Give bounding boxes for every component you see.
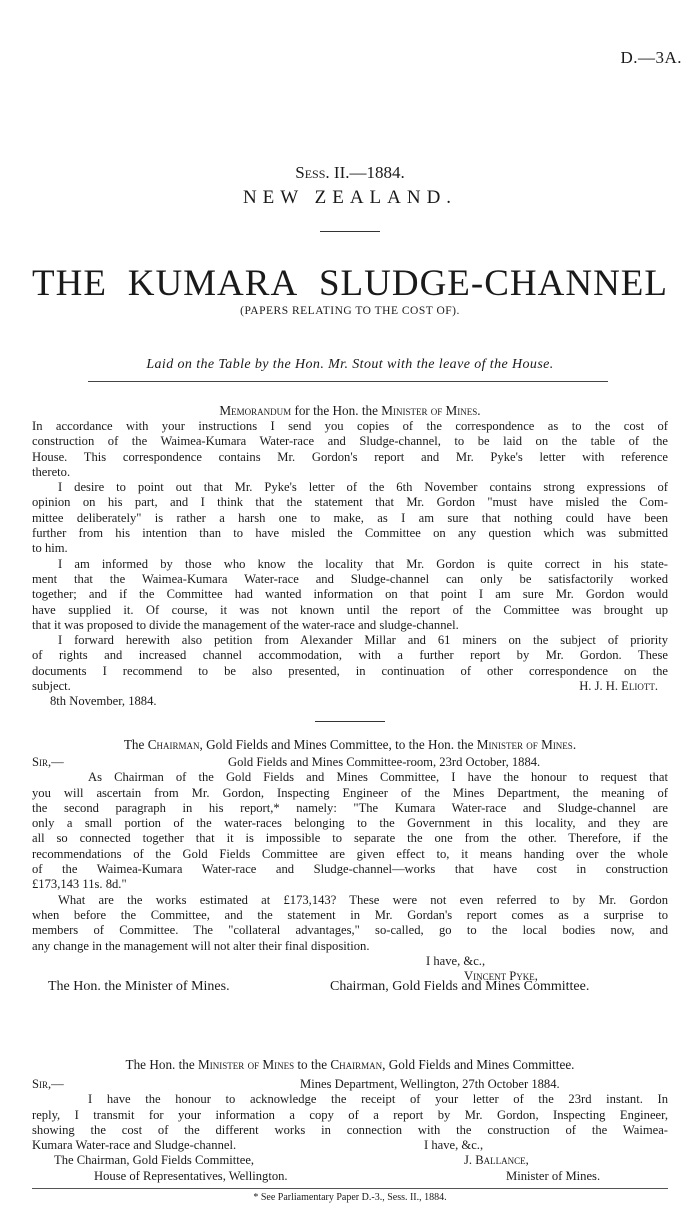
text-line: the second paragraph in his report,* namely: "The Kumara Water-race and Sludge-channel are bbox=[32, 800, 668, 815]
text-line: all so connected together that it is impossible to separate the one from the other. Therefore, if the bbox=[32, 831, 668, 846]
memo-date: 8th November, 1884. bbox=[50, 694, 157, 709]
text-line: I forward herewith also petition from Alexander Millar and 61 miners on the subject of priority bbox=[58, 633, 668, 648]
title-word: KUMARA bbox=[127, 263, 299, 304]
letter2-signer: J. Ballance, bbox=[464, 1153, 529, 1168]
letter-heading-part: Minister of Mines bbox=[198, 1057, 295, 1072]
text-line: What are the works estimated at £173,143? These were not even referred to by Mr. Gordon bbox=[58, 892, 668, 907]
letter-heading-part: Chairman bbox=[147, 737, 200, 752]
text-line: I desire to point out that Mr. Pyke's letter of the 6th November contains strong expressions of bbox=[58, 480, 668, 495]
divider bbox=[315, 721, 385, 722]
text-line bbox=[32, 1169, 668, 1184]
letter-heading-part: to the bbox=[294, 1057, 331, 1072]
letter1-heading bbox=[0, 737, 700, 753]
text-line-part: Kumara Water-race and Sludge-channel. bbox=[32, 1138, 237, 1153]
text-line: to him. bbox=[32, 541, 68, 556]
text-line: showing the cost of the different works in connection with the construction of the Waimea- bbox=[32, 1122, 668, 1137]
text-line bbox=[32, 1138, 668, 1153]
letter-heading-part: , Gold Fields and Mines Committee, to the Hon. the bbox=[199, 737, 477, 752]
footnote: * See Parliamentary Paper D.-3., Sess. II., 1884. bbox=[253, 1192, 447, 1203]
title-word: SLUDGE-CHANNEL bbox=[318, 263, 668, 304]
letter2-addressee2: House of Representatives, Wellington. bbox=[94, 1168, 288, 1183]
letter-heading-part: The bbox=[123, 737, 148, 752]
paper-reference: D.—3A. bbox=[620, 48, 682, 67]
laid-on-table-line: Laid on the Table by the Hon. Mr. Stout with the leave of the House. bbox=[146, 357, 554, 372]
subtitle: (PAPERS RELATING TO THE COST OF). bbox=[240, 305, 460, 317]
letter1-signer-title: Chairman, Gold Fields and Mines Committee. bbox=[330, 979, 590, 994]
letter2-closing: I have, &c., bbox=[424, 1138, 484, 1153]
text-line: In accordance with your instructions I send you copies of the correspondence as to the cost of bbox=[32, 419, 668, 433]
letter1-closing: I have, &c., bbox=[426, 953, 486, 968]
letter2-place-date: Mines Department, Wellington, 27th October 1884. bbox=[300, 1077, 560, 1091]
text-line: reply, I transmit for your information a copy of a report by Mr. Gordon, Inspecting Engineer, bbox=[32, 1107, 668, 1122]
letter-heading-part: Chairman bbox=[330, 1057, 383, 1072]
salutation: Sir,— bbox=[32, 1077, 64, 1091]
text-line bbox=[32, 679, 668, 694]
salutation: Sir,— bbox=[32, 755, 64, 769]
text-line: further from his intention than to have misled the Committee on any question which was submitted bbox=[32, 526, 668, 541]
text-line: As Chairman of the Gold Fields and Mines Committee, I have the honour to request that bbox=[88, 770, 668, 785]
text-line: I have the honour to acknowledge the receipt of your letter of the 23rd instant. In bbox=[88, 1092, 668, 1107]
letter1-signer: Vincent Pyke, bbox=[464, 969, 538, 984]
text-line: you will ascertain from Mr. Gordon, Inspecting Engineer of the Mines Department, the meaning of bbox=[32, 785, 668, 800]
text-line: House. This correspondence contains Mr. Gordon's report and Mr. Pyke's letter with reference bbox=[32, 449, 668, 464]
session-line bbox=[0, 163, 700, 183]
memo-heading-part: Memorandum bbox=[219, 403, 292, 418]
letter1-addressee: The Hon. the Minister of Mines. bbox=[48, 979, 230, 994]
letter2-signer-title: Minister of Mines. bbox=[506, 1168, 601, 1183]
session-rest: . II.—1884. bbox=[325, 163, 405, 182]
text-line: of the Waimea-Kumara Water-race and Sludge-channel—works that have cost in construction bbox=[32, 862, 668, 877]
text-line: £173,143 11s. 8d." bbox=[32, 877, 127, 892]
title-word: THE bbox=[32, 263, 107, 304]
text-line: any change in the management will not alter their final disposition. bbox=[32, 938, 370, 953]
main-title bbox=[32, 262, 668, 305]
text-line: have supplied it. Of course, it was not known until the report of the Committee was brought up bbox=[32, 602, 668, 617]
text-line bbox=[32, 1077, 668, 1092]
letter2-heading bbox=[0, 1057, 700, 1073]
session-prefix: Sess bbox=[295, 163, 326, 182]
memo-body bbox=[32, 419, 668, 710]
country-heading: NEW ZEALAND. bbox=[242, 187, 458, 208]
divider bbox=[320, 231, 380, 232]
text-line: that it was proposed to divide the management of the water-race and sludge-channel. bbox=[32, 617, 459, 632]
text-line: recommendations of the Gold Fields Committee are given effect to, it means handing over the whole bbox=[32, 846, 668, 861]
text-line: thereto. bbox=[32, 464, 71, 479]
text-line-part: subject. bbox=[32, 679, 71, 694]
text-line: members of Committee. The "collateral advantages," so-called, go to the local bodies now, and bbox=[32, 923, 668, 938]
letter2-body bbox=[32, 1077, 668, 1184]
text-line: ment that the Waimea-Kumara Water-race and Sludge-channel can only be satisfactorily worked bbox=[32, 571, 668, 586]
letter1-place-date: Gold Fields and Mines Committee-room, 23rd October, 1884. bbox=[228, 755, 541, 769]
text-line: documents I recommend to be also presented, in continuation of other correspondence on the bbox=[32, 663, 668, 678]
letter-heading-part: The Hon. the bbox=[125, 1057, 199, 1072]
text-line: only a small portion of the water-races belonging to the Government in this locality, and they are bbox=[32, 816, 668, 831]
letter-heading-part: Minister of Mines bbox=[476, 737, 573, 752]
memo-heading bbox=[0, 403, 700, 419]
memo-heading-part: . bbox=[477, 403, 481, 418]
memo-signature: H. J. H. Eliott. bbox=[579, 679, 658, 694]
divider bbox=[88, 381, 608, 382]
letter1-body bbox=[32, 755, 668, 984]
letter-heading-part: , Gold Fields and Mines Committee. bbox=[382, 1057, 575, 1072]
letter-heading-part: . bbox=[572, 737, 577, 752]
text-line bbox=[32, 1153, 668, 1168]
text-line: when before the Committee, and the statement in Mr. Gordan's report comes as a surprise to bbox=[32, 907, 668, 922]
memo-heading-part: Minister of Mines bbox=[381, 403, 478, 418]
text-line: mittee deliberately" is rather a harsh one to make, as I am sure that nothing could have been bbox=[32, 510, 668, 525]
text-line: opinion on his part, and I think that the statement that Mr. Gordon "must have misled the Com- bbox=[32, 495, 668, 510]
letter2-addressee1: The Chairman, Gold Fields Committee, bbox=[54, 1153, 255, 1168]
text-line: of rights and increased channel accommodation, with a further report by Mr. Gordon. These bbox=[32, 648, 668, 663]
text-line: I am informed by those who know the locality that Mr. Gordon is quite correct in his state- bbox=[58, 556, 668, 571]
footnote-rule bbox=[32, 1188, 668, 1189]
text-line: together; and if the Committee had wanted information on that point I am sure Mr. Gordon would bbox=[32, 587, 668, 602]
text-line: construction of the Waimea-Kumara Water-race and Sludge-channel, to be laid on the table of the bbox=[32, 434, 668, 449]
memo-heading-part: for the Hon. the bbox=[291, 403, 382, 418]
text-line bbox=[32, 755, 668, 770]
